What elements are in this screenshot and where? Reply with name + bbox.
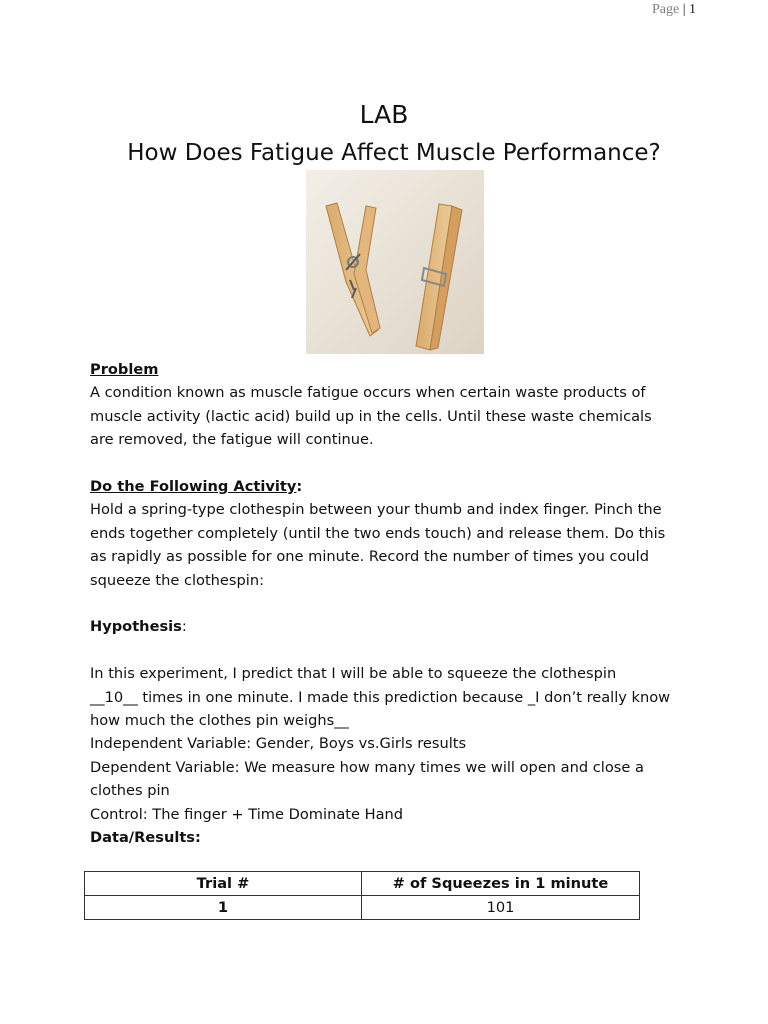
dependent-variable: Dependent Variable: We measure how many times we will open and close a — [90, 758, 644, 776]
hypothesis-line-2: __10__ times in one minute. I made this prediction because _I don’t really know — [90, 688, 671, 706]
activity-line-2: ends together completely (until the two ends touch) and release them. Do this — [90, 524, 666, 542]
column-header-squeezes: # of Squeezes in 1 minute — [362, 872, 640, 896]
activity-line-1: Hold a spring-type clothespin between your thumb and index finger. Pinch the — [90, 501, 662, 519]
document-body — [90, 358, 710, 849]
page-separator: | — [682, 2, 686, 17]
activity-line-3: as rapidly as possible for one minute. Record the number of times you could — [90, 548, 650, 566]
cell-squeezes: 101 — [362, 896, 640, 920]
control-variable: Control: The finger + Time Dominate Hand — [90, 805, 404, 823]
problem-line-3: are removed, the fatigue will continue. — [90, 431, 374, 449]
hypothesis-line-3: how much the clothes pin weighs__ — [90, 712, 349, 730]
document-subtitle: How Does Fatigue Affect Muscle Performance? — [127, 140, 661, 166]
hypothesis-heading-colon: : — [181, 618, 187, 636]
dependent-variable-cont: clothes pin — [90, 782, 170, 800]
hypothesis-heading-row — [90, 615, 710, 638]
clothespin-photo — [306, 170, 484, 354]
page-header — [652, 2, 696, 18]
column-header-trial: Trial # — [85, 872, 362, 896]
independent-variable: Independent Variable: Gender, Boys vs.Girls results — [90, 735, 467, 753]
activity-line-4: squeeze the clothespin: — [90, 571, 264, 589]
activity-heading: Do the Following Activity — [90, 478, 297, 496]
activity-heading-row — [90, 475, 710, 498]
activity-heading-colon: : — [296, 478, 303, 496]
problem-line-2: muscle activity (lactic acid) build up in the cells. Until these waste chemicals — [90, 407, 652, 425]
problem-line-1: A condition known as muscle fatigue occurs when certain waste products of — [90, 384, 646, 402]
results-header-row — [85, 872, 640, 896]
problem-heading: Problem — [90, 361, 159, 378]
page-label: Page — [652, 2, 680, 17]
results-table — [84, 871, 640, 920]
table-row — [85, 896, 640, 920]
hypothesis-heading: Hypothesis — [90, 618, 182, 636]
cell-trial: 1 — [85, 896, 362, 920]
results-heading: Data/Results: — [90, 829, 201, 847]
clothespin-illustration — [306, 170, 484, 354]
document-title: LAB — [359, 100, 409, 129]
page-number: 1 — [689, 2, 697, 17]
hypothesis-line-1: In this experiment, I predict that I will be able to squeeze the clothespin — [90, 665, 617, 683]
